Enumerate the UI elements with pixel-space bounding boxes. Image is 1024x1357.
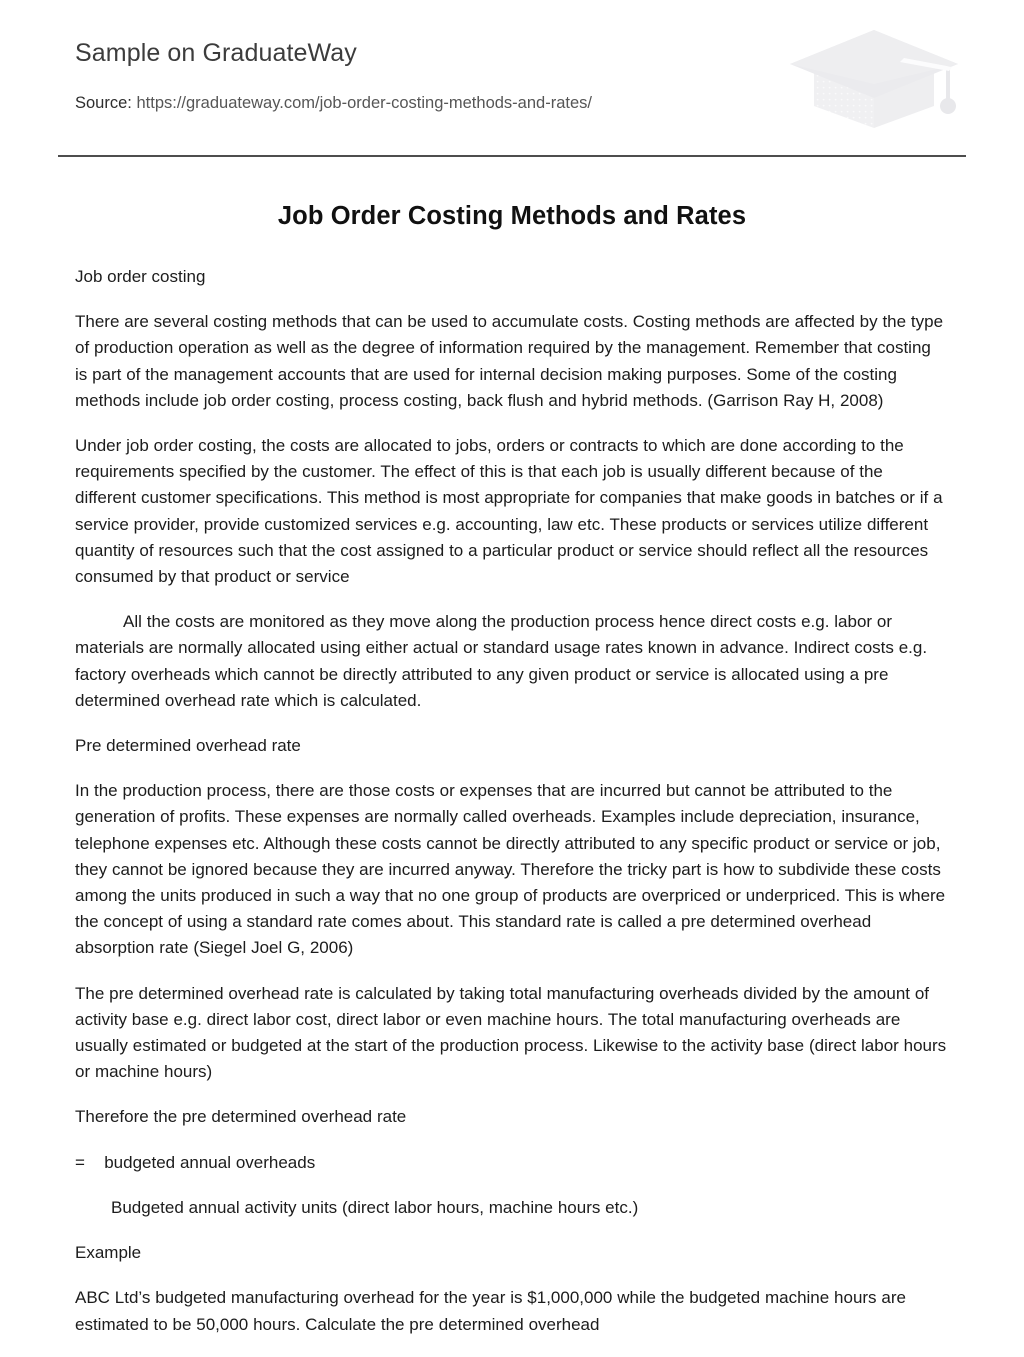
graduation-cap-icon: [786, 26, 962, 132]
paragraph-under-job-order-costing: Under job order costing, the costs are allocated to jobs, orders or contracts to which are done according to the requirements specified by the customer. The effect of this is that each job is usually different because of the different customer specifications. This method is most appropriate for companies that make goods in batches or if a service provider, provide customized services e.g. accounting, law etc. These products or services utilize different quantity of resources such that the cost assigned to a particular product or service should reflect all the resources consumed by that product or service: [75, 436, 943, 587]
paragraph-example-abc-ltd: ABC Ltd’s budgeted manufacturing overhead for the year is $1,000,000 while the budgeted machine hours are estimated to be 50,000 hours. Calculate the pre determined overhead: [75, 1288, 906, 1334]
paragraph-rate-calculation: The pre determined overhead rate is calculated by taking total manufacturing overheads divided by the amount of activity base e.g. direct labor cost, direct labor or even machine hours. The total manufacturing overheads are usually estimated or budgeted at the start of the production process. Likewise to the activity base (direct labor hours or machine hours): [75, 983, 947, 1082]
formula-denominator: Budgeted annual activity units (direct labor hours, machine hours etc.): [111, 1197, 639, 1217]
header-divider: [58, 155, 966, 157]
source-line: [75, 92, 592, 114]
section-heading-example: Example: [75, 1243, 142, 1263]
paragraph-costing-methods: There are several costing methods that can be used to accumulate costs. Costing methods are affected by the type of production operation as well as the degree of information required by the management. Remember that costing is part of the management accounts that are used for internal decision making purposes. Some of the costing methods include job order costing, process costing, back flush and hybrid methods. (Garrison Ray H, 2008): [75, 312, 944, 410]
brand-title: Sample on GraduateWay: [75, 39, 357, 67]
formula-numerator: = budgeted annual overheads: [75, 1152, 316, 1172]
paragraph-overheads-explanation: In the production process, there are those costs or expenses that are incurred but cannot be attributed to the generation of profits. These expenses are normally called overheads. Examples include depreciation, insurance, telephone expenses etc. Although these costs cannot be directly attributed to any specific product or service or job, they cannot be ignored because they are incurred anyway. Therefore the tricky part is how to subdivide these costs among the units produced in such a way that no one group of products are overpriced or underpriced. This is where the concept of using a standard rate comes about. This standard rate is called a pre determined overhead absorption rate (Siegel Joel G, 2006): [75, 781, 946, 958]
section-heading-job-order-costing: Job order costing: [75, 267, 206, 286]
page-title: Job Order Costing Methods and Rates: [277, 202, 747, 230]
document-body: [75, 264, 947, 1357]
page-header: [0, 0, 1024, 156]
paragraph-costs-monitored: All the costs are monitored as they move along the production process hence direct costs e.g. labor or materials are normally allocated using either actual or standard usage rates known in advance. Indirect costs e.g. factory overheads which cannot be directly attributed to any given product or service is allocated using a pre determined overhead rate which is calculated.: [75, 612, 928, 710]
source-url: https://graduateway.com/job-order-costing-methods-and-rates/: [136, 94, 592, 112]
section-heading-pre-determined-overhead-rate: Pre determined overhead rate: [75, 736, 301, 756]
formula-intro: Therefore the pre determined overhead rate: [75, 1107, 407, 1127]
source-label: Source:: [75, 94, 132, 112]
